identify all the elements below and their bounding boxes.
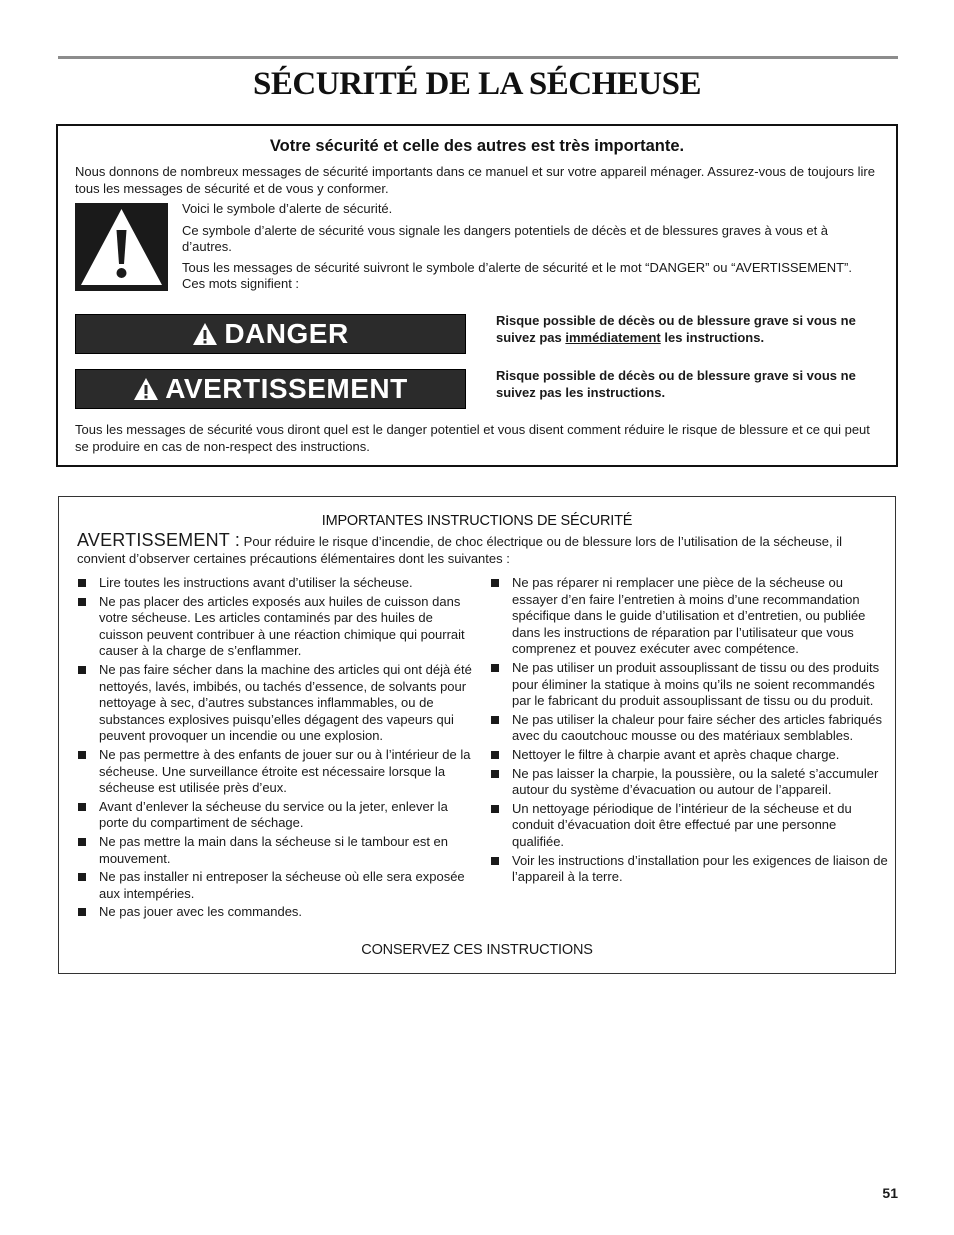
list-item: Lire toutes les instructions avant d’utiliser la sécheuse. xyxy=(77,575,472,592)
square-bullet-icon xyxy=(78,598,86,606)
avertissement-description: Risque possible de décès ou de blessure grave si vous ne suivez pas les instructions. xyxy=(496,368,856,400)
safety-intro: Nous donnons de nombreux messages de sécurité importants dans ce manuel et sur votre appareil ménager. Assurez-vous de toujours lire tous les messages de sécurité et de vous y conformer. xyxy=(75,164,875,196)
square-bullet-icon xyxy=(491,770,499,778)
symbol-line-3: Tous les messages de sécurité suivront le symbole d’alerte de sécurité et le mot “DANGER” ou “AVERTISSEMENT”. Ces mots signifient : xyxy=(182,260,852,291)
list-item: Voir les instructions d’installation pour les exigences de liaison de l’appareil à la terre. xyxy=(490,853,888,886)
square-bullet-icon xyxy=(491,857,499,865)
top-rule xyxy=(58,56,898,59)
avertissement-signal-panel xyxy=(75,369,466,409)
warning-word: AVERTISSEMENT : xyxy=(77,530,241,550)
list-item: Ne pas réparer ni remplacer une pièce de la sécheuse ou essayer d’en faire l’entretien à moins d’une recommandation spécifique dans le guide d’utilisation et d’entretien, ou publiée dans les instructions de réparation par l’utilisateur que vous comprenez et pouvez exécuter avec compétence. xyxy=(490,575,888,658)
symbol-line-1: Voici le symbole d’alerte de sécurité. xyxy=(182,201,393,216)
square-bullet-icon xyxy=(78,838,86,846)
symbol-line-2: Ce symbole d’alerte de sécurité vous signale les dangers potentiels de décès et de blessures graves à vous et à d’autres. xyxy=(182,223,829,254)
square-bullet-icon xyxy=(78,873,86,881)
safety-heading: Votre sécurité et celle des autres est très importante. xyxy=(269,137,685,155)
warning-triangle-icon xyxy=(75,203,168,291)
avertissement-label: AVERTISSEMENT xyxy=(165,373,408,404)
page-title: SÉCURITÉ DE LA SÉCHEUSE xyxy=(253,66,701,102)
list-item: Ne pas installer ni entreposer la sécheuse où elle sera exposée aux intempéries. xyxy=(77,869,472,902)
list-item: Ne pas utiliser un produit assouplissant de tissu ou des produits pour éliminer la statique à moins qu’ils ne soient recommandés par le fabricant du produit assouplissant de tissu ou du produit. xyxy=(490,660,888,710)
square-bullet-icon xyxy=(78,751,86,759)
list-item: Ne pas faire sécher dans la machine des articles qui ont déjà été nettoyés, lavés, imbibés, ou tachés d’essence, de solvants pour nettoyage à sec, d’autres substances inflammables, ou de substances explosives puisqu’elles dégagent des vapeurs qui peuvent provoquer un incendie ou une explosion. xyxy=(77,662,472,745)
safety-outro: Tous les messages de sécurité vous diront quel est le danger potentiel et vous disent comment réduire le risque de blessure et ce qui peut se produire en cas de non-respect des instructions. xyxy=(75,422,870,454)
list-item: Ne pas permettre à des enfants de jouer sur ou à l’intérieur de la sécheuse. Une surveillance étroite est nécessaire lorsque la sécheuse est utilisée près d’eux. xyxy=(77,747,472,797)
square-bullet-icon xyxy=(78,666,86,674)
list-item: Ne pas laisser la charpie, la poussière, ou la saleté s’accumuler autour du système d’évacuation ou autour de l’appareil. xyxy=(490,766,888,799)
list-item: Nettoyer le filtre à charpie avant et après chaque charge. xyxy=(490,747,888,764)
warning-text: Pour réduire le risque d’incendie, de choc électrique ou de blessure lors de l’utilisation de la sécheuse, il convient d’observer certaines précautions élémentaires dont les suivantes : xyxy=(77,534,843,566)
list-item: Avant d’enlever la sécheuse du service ou la jeter, enlever la porte du compartiment de séchage. xyxy=(77,799,472,832)
square-bullet-icon xyxy=(491,664,499,672)
danger-description: Risque possible de décès ou de blessure grave si vous ne suivez pas immédiatement les instructions. xyxy=(496,313,856,345)
square-bullet-icon xyxy=(491,751,499,759)
list-item: Un nettoyage périodique de l’intérieur de la sécheuse et du conduit d’évacuation doit être effectué par une personne qualifiée. xyxy=(490,801,888,851)
warning-triangle-icon xyxy=(133,377,159,401)
instructions-list-left xyxy=(77,575,472,923)
warning-statement xyxy=(77,532,877,567)
page-number: 51 xyxy=(882,1185,898,1201)
important-instructions-box xyxy=(58,496,896,974)
square-bullet-icon xyxy=(491,579,499,587)
danger-label: DANGER xyxy=(224,318,349,349)
warning-triangle-icon xyxy=(192,322,218,346)
safety-message-box xyxy=(56,124,898,467)
list-item: Ne pas utiliser la chaleur pour faire sécher des articles fabriqués avec du caoutchouc mousse ou des matériaux semblables. xyxy=(490,712,888,745)
square-bullet-icon xyxy=(78,579,86,587)
list-item: Ne pas mettre la main dans la sécheuse si le tambour est en mouvement. xyxy=(77,834,472,867)
square-bullet-icon xyxy=(78,803,86,811)
list-item: Ne pas placer des articles exposés aux huiles de cuisson dans votre sécheuse. Les articles contaminés par des huiles de cuisson peuvent contribuer à une réaction chimique qui pourrait causer à la charge de s’enflammer. xyxy=(77,594,472,660)
danger-signal-panel xyxy=(75,314,466,354)
list-item: Ne pas jouer avec les commandes. xyxy=(77,904,472,921)
instructions-heading: IMPORTANTES INSTRUCTIONS DE SÉCURITÉ xyxy=(321,513,633,529)
square-bullet-icon xyxy=(491,716,499,724)
square-bullet-icon xyxy=(78,908,86,916)
square-bullet-icon xyxy=(491,805,499,813)
conservez-instructions: CONSERVEZ CES INSTRUCTIONS xyxy=(361,942,593,958)
instructions-list-right xyxy=(490,575,888,888)
